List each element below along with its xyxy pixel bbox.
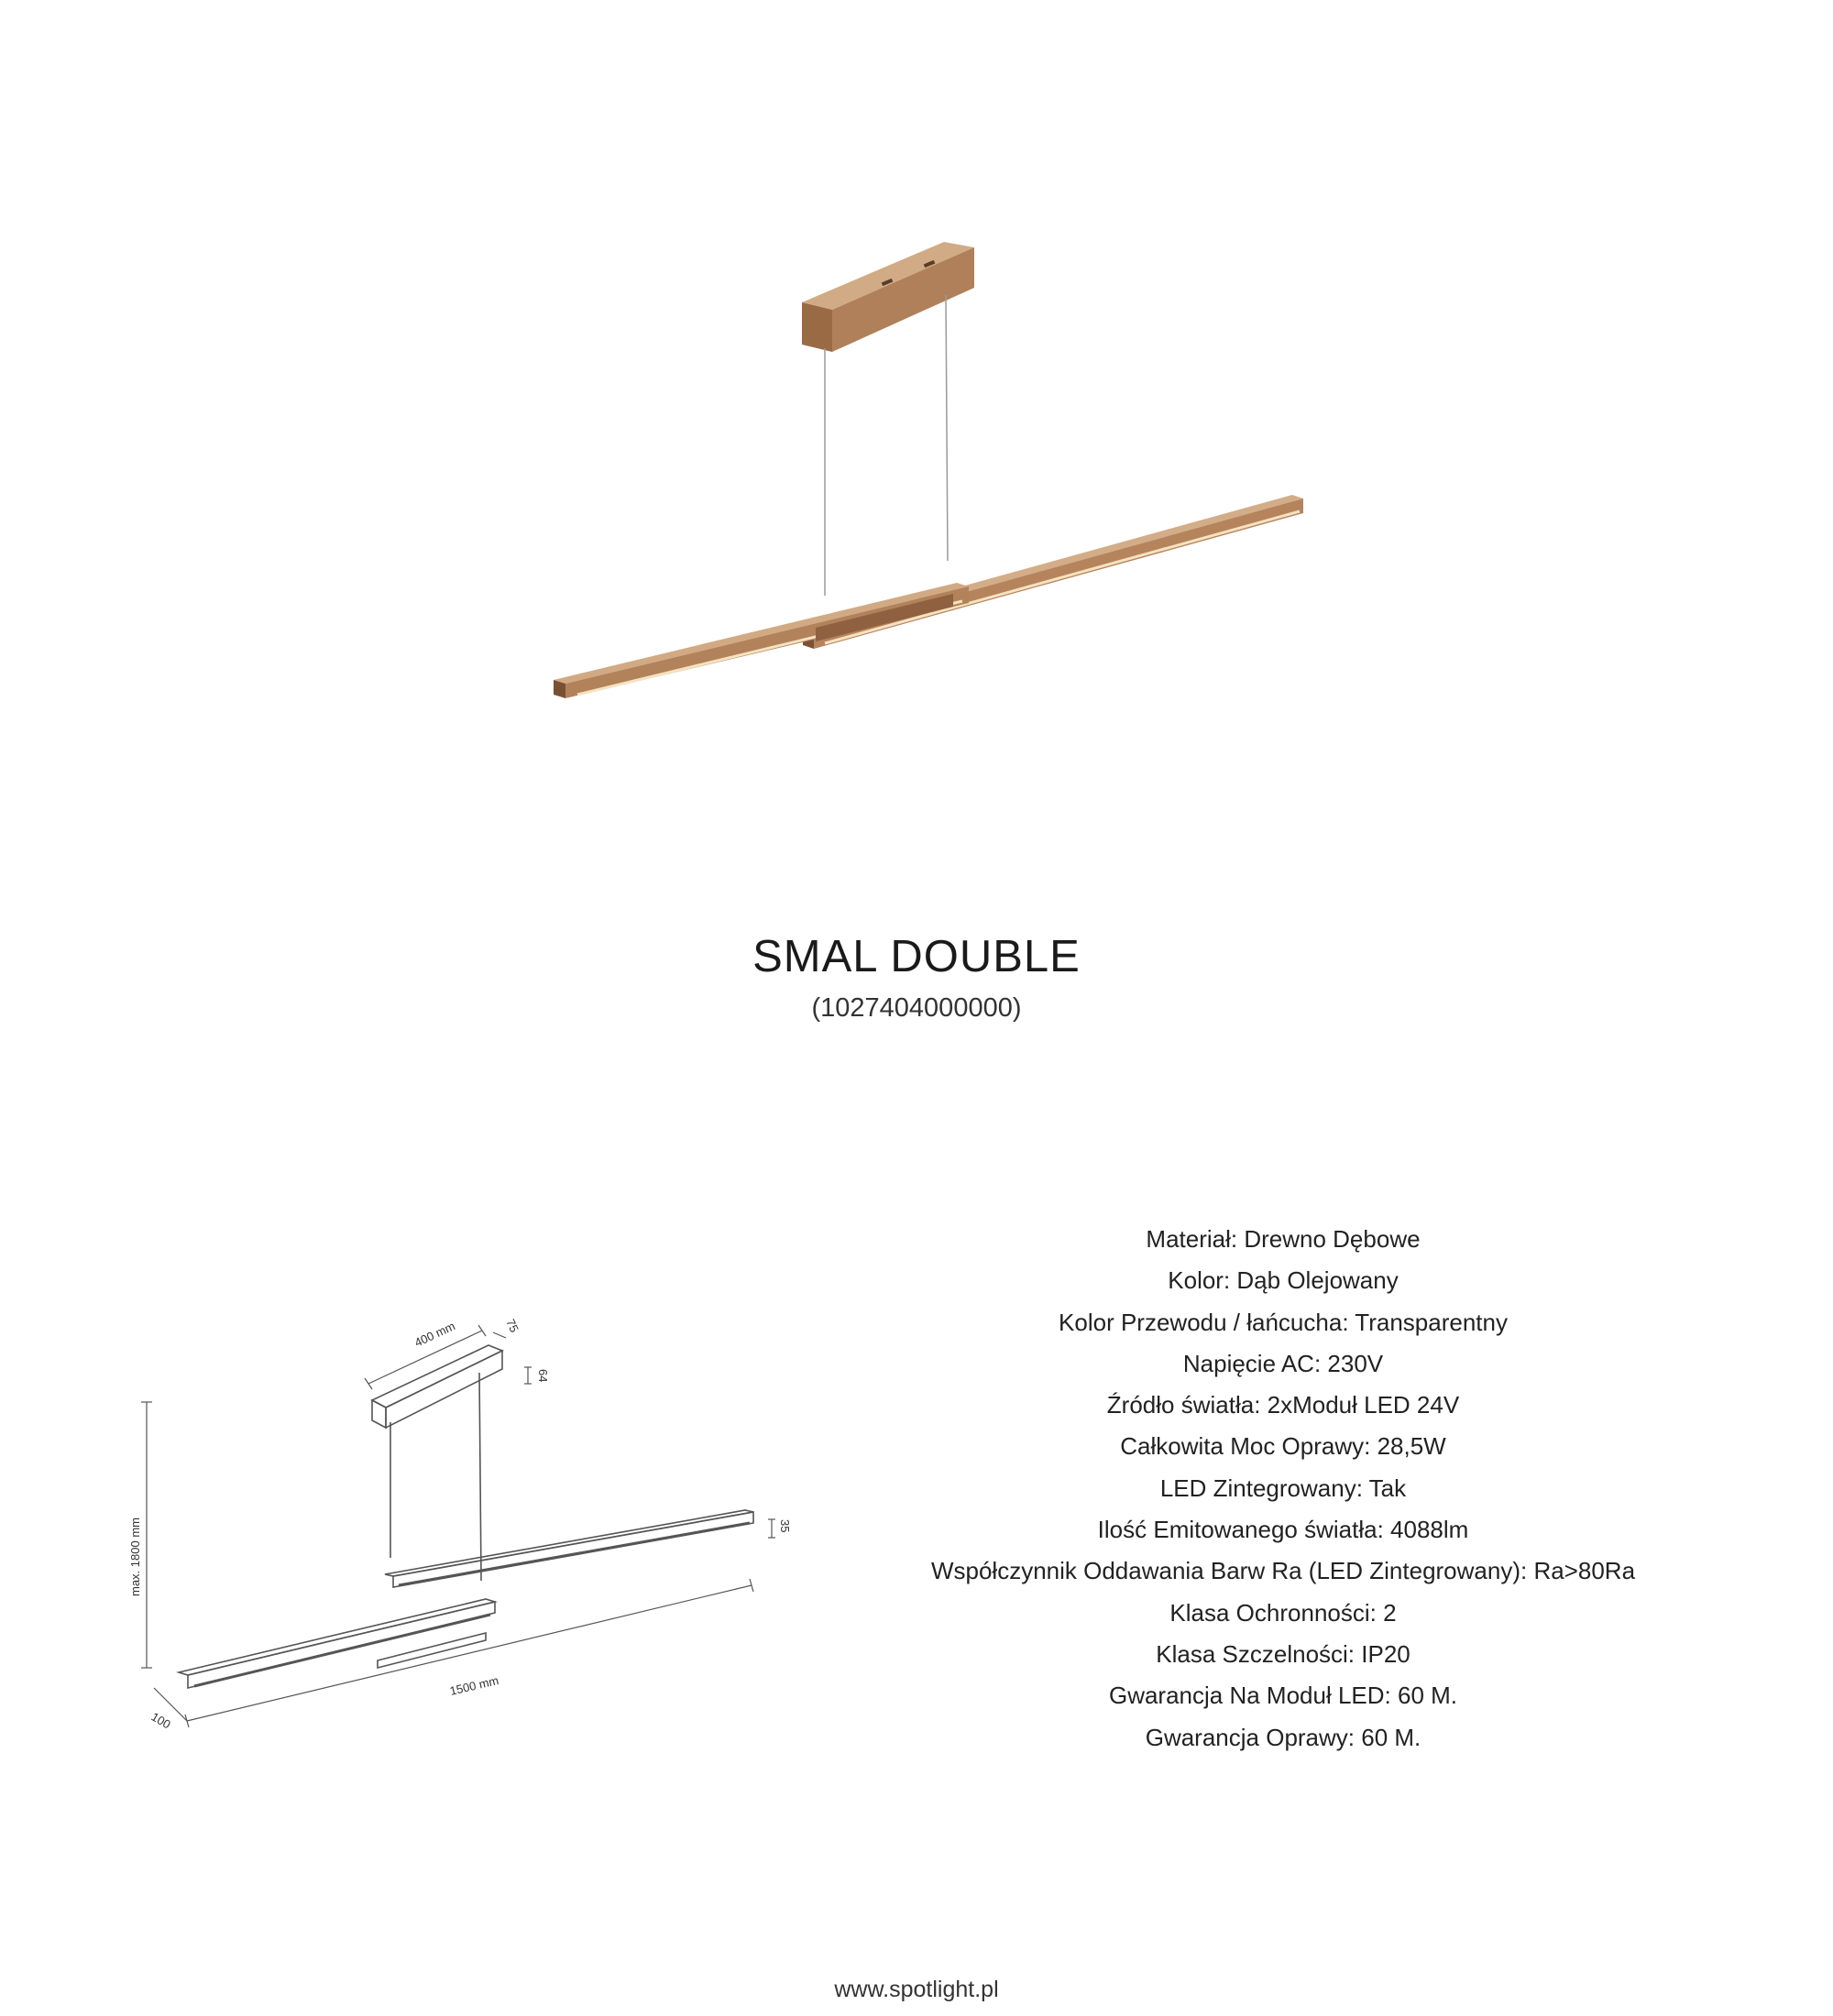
dim-width: 100 [148,1709,173,1732]
spec-list [898,1219,1668,1759]
spec-light-source: Źródło światła: 2xModuł LED 24V [1106,1391,1460,1419]
title-block [0,927,1833,1024]
spec-total-power: Całkowita Moc Oprawy: 28,5W [1120,1432,1446,1461]
bar-right [803,495,1303,649]
product-photo [513,211,1338,724]
bar-left [554,583,969,698]
canopy [802,242,974,352]
spec-cri: Współczynnik Oddawania Barw Ra (LED Zintegrowany): Ra>80Ra [930,1557,1636,1585]
dim-length: 1500 mm [448,1673,500,1698]
dim-canopy-depth: 75 [503,1316,521,1335]
spec-luminous-flux: Ilość Emitowanego światła: 4088lm [1097,1516,1469,1544]
dim-max-height: max. 1800 mm [128,1517,142,1596]
dim-canopy-height: 64 [536,1369,550,1383]
spec-fixture-warranty: Gwarancja Oprawy: 60 M. [1145,1723,1421,1751]
product-code: (1027404000000) [811,993,1022,1023]
spec-protection-class: Klasa Ochronności: 2 [1169,1598,1397,1627]
dim-canopy-length: 400 mm [412,1319,457,1350]
product-name: SMAL DOUBLE [752,932,1081,981]
technical-drawing [119,1283,816,1759]
wire-right [946,295,948,561]
spec-material: Materiał: Drewno Dębowe [1146,1225,1421,1253]
spec-ip-rating: Klasa Szczelności: IP20 [1156,1639,1410,1668]
spec-color: Kolor: Dąb Olejowany [1168,1266,1399,1295]
spec-voltage: Napięcie AC: 230V [1182,1349,1384,1377]
spec-integrated-led: LED Zintegrowany: Tak [1159,1474,1407,1502]
dim-bar-height: 35 [778,1519,792,1533]
spec-led-warranty: Gwarancja Na Moduł LED: 60 M. [1108,1682,1458,1710]
spec-cable-color: Kolor Przewodu / łańcucha: Transparentny [1059,1308,1508,1336]
footer-website[interactable]: www.spotlight.pl [834,1977,999,2002]
